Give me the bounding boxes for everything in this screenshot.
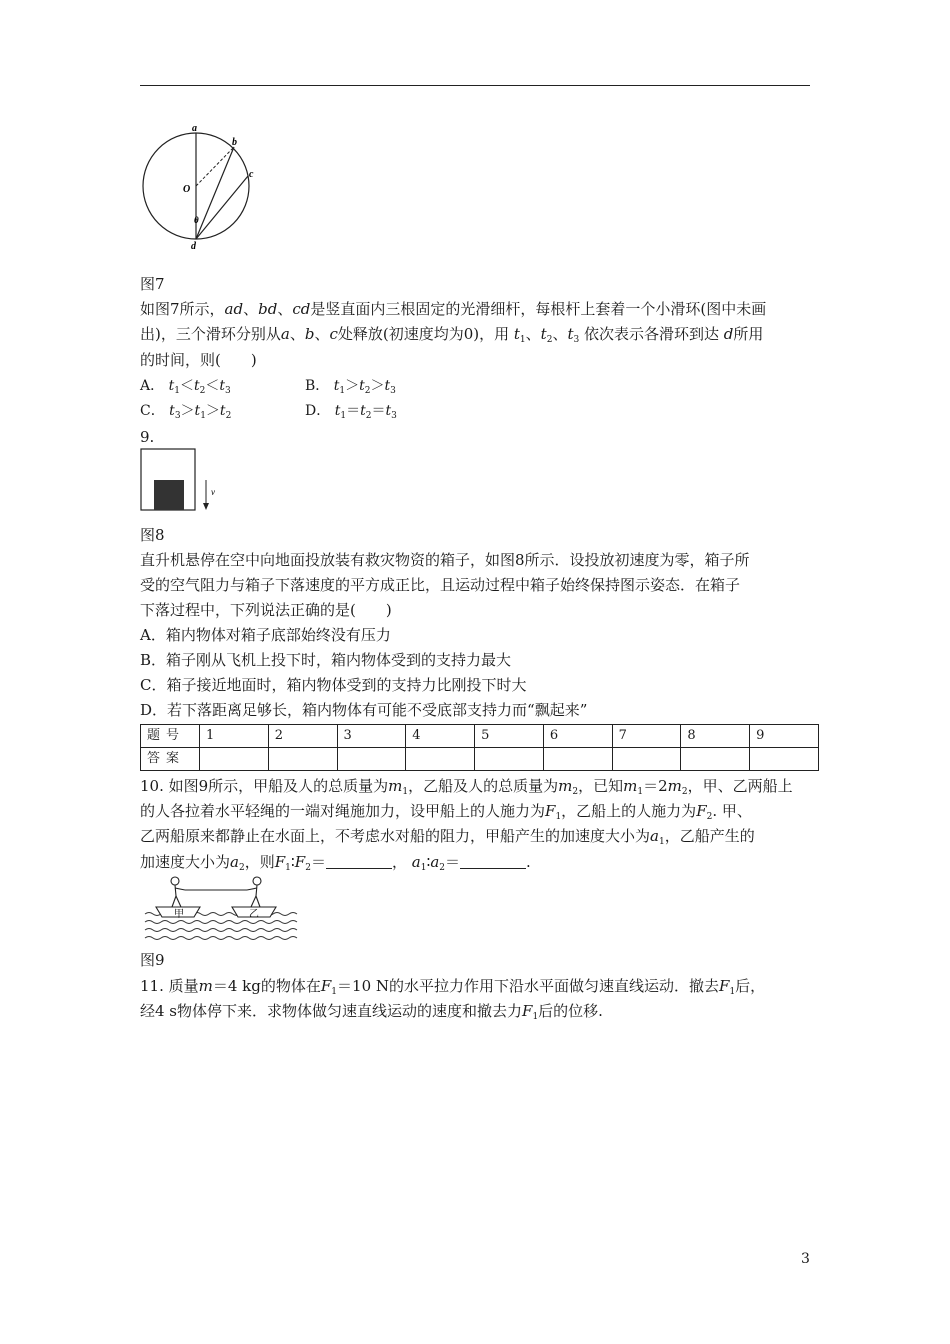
label-d: d <box>191 241 196 250</box>
table-row-answers <box>141 748 819 771</box>
q10-line-1: 10. 如图9所示，甲船及人的总质量为$m_1$，乙船及人的总质量为$m_2$，已知$m_1=2m_2$，甲、乙两船上 <box>140 777 793 797</box>
answer-cell-6[interactable] <box>543 748 612 771</box>
q8-option-d: D． $t_1=t_2=t_3$ <box>305 403 397 421</box>
answer-table <box>140 724 819 771</box>
table-head-answer: 答案 <box>141 748 200 771</box>
figure-8-caption: 图8 <box>140 526 165 544</box>
answer-cell-2[interactable] <box>268 748 337 771</box>
answer-cell-1[interactable] <box>200 748 269 771</box>
velocity-label: v <box>211 487 215 497</box>
q8-option-c: C． $t_3>t_1>t_2$ <box>140 403 232 421</box>
table-cell: 7 <box>612 725 681 748</box>
page-number: 3 <box>801 1251 810 1267</box>
q11-line-2: 经4 s物体停下来．求物体做匀速直线运动的速度和撤去力$F_1$后的位移. <box>140 1002 603 1022</box>
q9-option-b: B．箱子刚从飞机上投下时，箱内物体受到的支持力最大 <box>140 651 512 669</box>
figure-7-circle-diagram <box>140 120 260 250</box>
radius-ob-dashed <box>196 147 234 186</box>
answer-cell-5[interactable] <box>475 748 544 771</box>
box-contents <box>154 480 184 510</box>
table-row-numbers <box>141 725 819 748</box>
table-cell: 8 <box>681 725 750 748</box>
boat-yi-label: 乙 <box>249 909 259 920</box>
table-cell: 4 <box>406 725 475 748</box>
person-jia <box>171 877 185 907</box>
answer-cell-7[interactable] <box>612 748 681 771</box>
table-cell: 2 <box>268 725 337 748</box>
label-c: c <box>249 169 254 180</box>
q10-line-2: 的人各拉着水平轻绳的一端对绳施加力，设甲船上的人施力为$F_1$，乙船上的人施力为$F_2$. 甲、 <box>140 802 752 822</box>
table-cell: 9 <box>750 725 819 748</box>
answer-cell-8[interactable] <box>681 748 750 771</box>
q9-option-d: D．若下落距离足够长，箱内物体有可能不受底部支持力而“飘起来” <box>140 701 588 719</box>
boat-jia-label: 甲 <box>174 909 184 920</box>
label-o: O <box>183 184 191 195</box>
figure-9-caption: 图9 <box>140 951 165 969</box>
figure-8-box-diagram <box>140 448 230 523</box>
q10-line-4: 加速度大小为$a_2$，则$F_1∶F_2=$ ， $a_1∶a_2=$ . <box>140 853 531 873</box>
blank-force-ratio[interactable] <box>326 852 392 869</box>
blank-acceleration-ratio[interactable] <box>460 852 526 869</box>
table-cell: 3 <box>337 725 406 748</box>
q8-line-1: 如图7所示，ad、bd、cd是竖直面内三根固定的光滑细杆，每根杆上套着一个小滑环(图中未画 <box>140 300 767 318</box>
q9-number: 9. <box>140 428 155 446</box>
rod-bd <box>196 147 234 239</box>
q9-line-3: 下落过程中，下列说法正确的是( ) <box>140 601 392 619</box>
q9-option-a: A．箱内物体对箱子底部始终没有压力 <box>140 626 391 644</box>
table-cell: 6 <box>543 725 612 748</box>
answer-cell-4[interactable] <box>406 748 475 771</box>
label-a: a <box>192 123 197 134</box>
answer-cell-9[interactable] <box>750 748 819 771</box>
q8-option-a: A． $t_1<t_2<t_3$ <box>140 378 231 396</box>
q8-line-2: 出)，三个滑环分别从a、b、c处释放(初速度均为0)，用 $t_1$、$t_2$、$t_3$ 依次表示各滑环到达 d所用 <box>140 325 764 345</box>
table-cell: 5 <box>475 725 544 748</box>
header-rule <box>140 85 810 86</box>
q8-line-3: 的时间，则( ) <box>140 351 257 369</box>
table-head-number: 题号 <box>141 725 200 748</box>
rod-cd <box>196 176 248 239</box>
figure-7-caption: 图7 <box>140 275 165 293</box>
answer-cell-3[interactable] <box>337 748 406 771</box>
q8-option-b: B． $t_1>t_2>t_3$ <box>305 378 396 396</box>
table-cell: 1 <box>200 725 269 748</box>
figure-9-boats-diagram <box>140 872 310 944</box>
person-yi <box>247 877 261 907</box>
q9-line-2: 受的空气阻力与箱子下落速度的平方成正比，且运动过程中箱子始终保持图示姿态．在箱子 <box>140 576 741 594</box>
velocity-arrow-head <box>203 503 209 510</box>
label-b: b <box>232 137 237 148</box>
q10-line-3: 乙两船原来都静止在水面上，不考虑水对船的阻力，甲船产生的加速度大小为$a_1$，乙船产生的 <box>140 827 755 847</box>
q9-line-1: 直升机悬停在空中向地面投放装有救灾物资的箱子，如图8所示．设投放初速度为零，箱子所 <box>140 551 750 569</box>
q11-line-1: 11. 质量m＝4 kg的物体在$F_1=10$ N的水平拉力作用下沿水平面做匀速直线运动．撤去$F_1$后， <box>140 977 766 997</box>
q9-option-c: C．箱子接近地面时，箱内物体受到的支持力比刚投下时大 <box>140 676 527 694</box>
label-theta: θ <box>194 215 199 225</box>
